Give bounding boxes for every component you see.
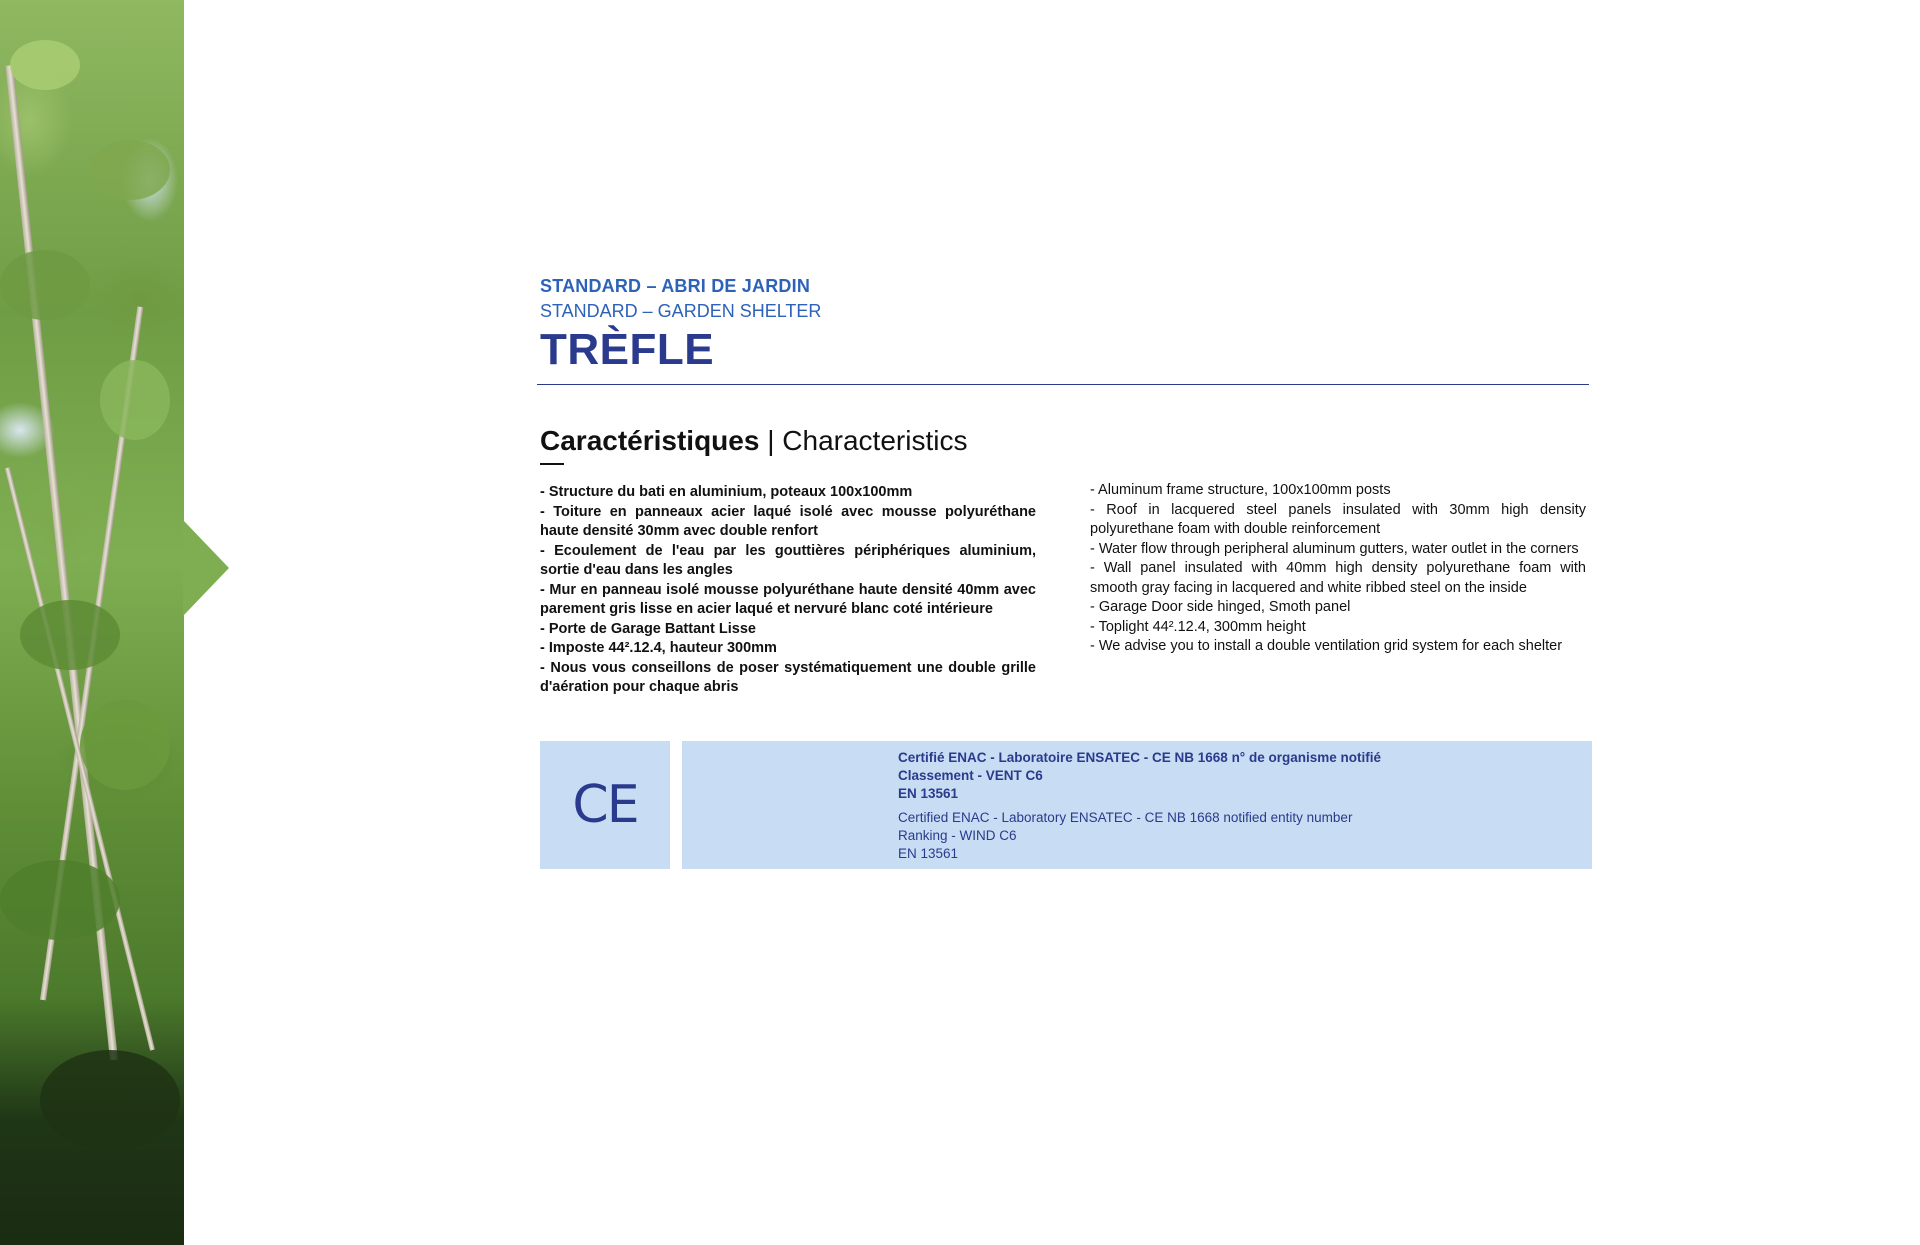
product-sheet: [540, 276, 1592, 869]
feature-item: - Porte de Garage Battant Lisse: [540, 620, 756, 637]
section-heading: [540, 425, 1592, 457]
feature-item: - Toplight 44².12.4, 300mm height: [1090, 618, 1306, 635]
ce-mark-icon: CE: [572, 774, 638, 835]
features-columns: [540, 483, 1592, 698]
section-heading-en: Characteristics: [782, 425, 968, 456]
foliage: [0, 860, 120, 940]
certification-en: [898, 809, 1381, 863]
feature-item: - Ecoulement de l'eau par les gouttières périphériques aluminium, sortie d'eau dans les angles: [540, 542, 1036, 578]
decorative-tree-photo: [0, 0, 184, 1245]
feature-item: - Aluminum frame structure, 100x100mm posts: [1090, 482, 1391, 498]
feature-item: - Imposte 44².12.4, hauteur 300mm: [540, 640, 777, 656]
features-fr: [540, 483, 1036, 698]
foliage: [10, 40, 80, 90]
feature-item: - Mur en panneau isolé mousse polyuréthane haute densité 40mm avec parement gris lisse en acier laqué et nervuré blanc coté intérieure: [540, 581, 1036, 617]
foliage: [0, 250, 90, 320]
feature-item: - Structure du bati en aluminium, poteaux 100x100mm: [540, 484, 913, 500]
foliage: [90, 140, 170, 200]
category-fr: STANDARD – ABRI DE JARDIN: [540, 276, 811, 296]
arrow-notch: [183, 520, 229, 616]
section-heading-separator: |: [767, 425, 775, 456]
feature-item: - Wall panel insulated with 40mm high density polyurethane foam with smooth gray facing in lacquered and white ribbed steel on the inside: [1090, 560, 1586, 596]
ce-mark-box: [540, 741, 670, 869]
certification-panel: [540, 741, 1592, 869]
foliage: [80, 700, 170, 790]
foliage: [40, 1050, 180, 1150]
product-title: TRÈFLE: [540, 325, 715, 374]
certification-line: Classement - VENT C6: [898, 767, 1043, 783]
certification-text: [898, 749, 1381, 863]
certification-details: [682, 741, 1592, 869]
certification-line: Ranking - WIND C6: [898, 827, 1017, 843]
feature-item: - Garage Door side hinged, Smoth panel: [1090, 599, 1351, 615]
foliage: [20, 600, 120, 670]
category-en: STANDARD – GARDEN SHELTER: [540, 301, 822, 321]
features-en: [1090, 481, 1586, 698]
feature-item: - Nous vous conseillons de poser systématiquement une double grille d'aération pour chaque abris: [540, 659, 1036, 695]
feature-item: - Water flow through peripheral aluminum gutters, water outlet in the corners: [1090, 540, 1579, 557]
certification-line: EN 13561: [898, 845, 959, 861]
feature-item: - We advise you to install a double ventilation grid system for each shelter: [1090, 638, 1563, 654]
feature-item: - Toiture en panneaux acier laqué isolé avec mousse polyuréthane haute densité 30mm avec double renfort: [540, 503, 1036, 539]
feature-item: - Roof in lacquered steel panels insulated with 30mm high density polyurethane foam with double reinforcement: [1090, 501, 1586, 537]
certification-line: EN 13561: [898, 785, 959, 801]
certification-line: Certifié ENAC - Laboratoire ENSATEC - CE NB 1668 n° de organisme notifié: [898, 749, 1381, 765]
foliage: [100, 360, 170, 440]
certification-line: Certified ENAC - Laboratory ENSATEC - CE NB 1668 notified entity number: [898, 809, 1353, 825]
section-heading-fr: Caractéristiques: [540, 425, 760, 456]
certification-fr: [898, 749, 1381, 803]
title-divider: [537, 384, 1589, 385]
section-underline: [540, 463, 564, 465]
